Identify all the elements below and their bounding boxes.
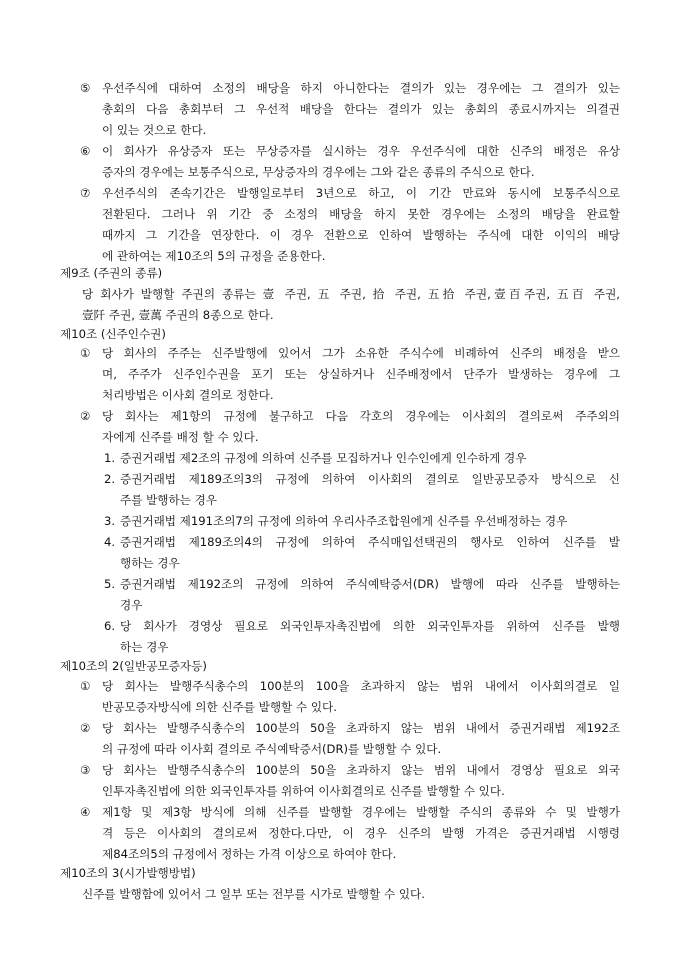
item7-line-2: 전환된다. 그러나 위 기간 중 소정의 배당을 하지 못한 경우에는 소정의 배당을 완료할 xyxy=(102,207,620,221)
case-6-line-2: 하는 경우 xyxy=(120,640,169,654)
item7-line-3: 때까지 그 기간을 연장한다. 이 경우 전환으로 인하여 발행하는 주식에 대한 이익의 배당 xyxy=(102,228,620,242)
case-2-line-1: 증권거래법 제189조의3의 규정에 의하여 이사회의 결의로 일반공모증자 방식으로 신 xyxy=(120,472,620,486)
art10-2-heading: 제10조의 2(일반공모증자등) xyxy=(60,659,207,673)
art9-heading: 제9조 (주권의 종류) xyxy=(60,266,163,280)
case-2-line-2: 주를 발행하는 경우 xyxy=(120,493,217,507)
art10-2-item4-line-2: 격 등은 이사회의 결의로써 정한다.다만, 이 경우 신주의 발행 가격은 증권거래법 시행령 xyxy=(102,826,620,840)
case-5-line-1: 증권거래법 제192조의 규정에 의하여 주식예탁증서(DR) 발행에 따라 신주를 발행하는 xyxy=(120,577,620,591)
item5-line-2: 총회의 다음 총회부터 그 우선적 배당을 한다는 결의가 있는 총회의 종료시까지는 의결권 xyxy=(102,102,620,116)
art10-2-item1-line-1: 당 회사는 발행주식총수의 100분의 100을 초과하지 않는 범위 내에서 이사회의결로 일 xyxy=(102,679,620,693)
item7-marker: ⑦ xyxy=(80,186,91,200)
art10-2-item1-line-2: 반공모증자방식에 의한 신주를 발행할 수 있다. xyxy=(102,700,337,714)
art10-2-item3-line-1: 당 회사는 발행주식총수의 100분의 50을 초과하지 않는 범위 내에서 경영상 필요로 외국 xyxy=(102,763,620,777)
art10-3-heading: 제10조의 3(시가발행방법) xyxy=(60,866,196,880)
art9-line-2: 壹阡 주권, 壹萬 주권의 8종으로 한다. xyxy=(82,308,274,322)
art9-line-1: 당 회사가 발행할 주권의 종류는 壹 주권, 五 주권, 拾 주권, 五拾 주권,壹百주권, 五百 주권, xyxy=(82,287,620,301)
item5-line-1: 우선주식에 대하여 소정의 배당을 하지 아니한다는 결의가 있는 경우에는 그 결의가 있는 xyxy=(102,81,620,95)
art10-item2-line-1: 당 회사는 제1항의 규정에 불구하고 다음 각호의 경우에는 이사회의 결의로써 주주외의 xyxy=(102,409,620,423)
case-4-line-2: 행하는 경우 xyxy=(120,556,180,570)
art10-item1-line-2: 며, 주주가 신주인수권을 포기 또는 상실하거나 신주배정에서 단주가 발생하는 경우에 그 xyxy=(102,367,620,381)
art10-2-item1-marker: ① xyxy=(80,679,91,693)
item7-line-1: 우선주식의 존속기간은 발행일로부터 3년으로 하고, 이 기간 만료와 동시에 보통주식으로 xyxy=(102,186,620,200)
art10-2-item2-line-2: 의 규정에 따라 이사회 결의로 주식예탁증서(DR)를 발행할 수 있다. xyxy=(102,742,442,756)
art10-2-item3-line-2: 인투자촉진법에 의한 외국인투자를 위하여 이사회결의로 신주를 발행할 수 있다. xyxy=(102,784,505,798)
art10-2-item2-line-1: 당 회사는 발행주식총수의 100분의 50을 초과하지 않는 범위 내에서 증권거래법 제192조 xyxy=(102,721,620,735)
item7-line-4: 에 관하여는 제10조의 5의 규정을 준용한다. xyxy=(102,249,326,263)
case-4-num: 4. xyxy=(104,535,116,549)
art10-3-line: 신주를 발행함에 있어서 그 일부 또는 전부를 시가로 발행할 수 있다. xyxy=(82,887,425,901)
case-5-num: 5. xyxy=(104,577,116,591)
art10-2-item4-line-3: 제84조의5의 규정에서 정하는 가격 이상으로 하여야 한다. xyxy=(102,847,397,861)
art10-item2-line-2: 자에게 신주를 배정 할 수 있다. xyxy=(102,430,259,444)
case-1-num: 1. xyxy=(104,451,116,465)
art10-2-item2-marker: ② xyxy=(80,721,91,735)
art10-item2-marker: ② xyxy=(80,409,91,423)
art10-2-item3-marker: ③ xyxy=(80,763,91,777)
case-5-line-2: 경우 xyxy=(120,598,143,612)
case-3-num: 3. xyxy=(104,514,116,528)
item6-line-1: 이 회사가 유상증자 또는 무상증자를 실시하는 경우 우선주식에 대한 신주의 배정은 유상 xyxy=(102,144,620,158)
art10-item1-marker: ① xyxy=(80,346,91,360)
art10-item1-line-3: 처리방법은 이사회 결의로 정한다. xyxy=(102,388,274,402)
item5-marker: ⑤ xyxy=(80,81,91,95)
art10-heading: 제10조 (신주인수권) xyxy=(60,327,166,341)
case-4-line-1: 증권거래법 제189조의4의 규정에 의하여 주식매입선택권의 행사로 인하여 신주를 발 xyxy=(120,535,620,549)
case-6-num: 6. xyxy=(104,619,116,633)
art10-2-item4-line-1: 제1항 및 제3항 방식에 의해 신주를 발행할 경우에는 발행할 주식의 종류와 수 및 발행가 xyxy=(102,805,620,819)
case-6-line-1: 당 회사가 경영상 필요로 외국인투자촉진법에 의한 외국인투자를 위하여 신주를 발행 xyxy=(120,619,620,633)
item6-marker: ⑥ xyxy=(80,144,91,158)
case-2-num: 2. xyxy=(104,472,116,486)
case-1-line-1: 증권거래법 제2조의 규정에 의하여 신주를 모집하거나 인수인에게 인수하게 경우 xyxy=(120,451,527,465)
item6-line-2: 증자의 경우에는 보통주식으로, 무상증자의 경우에는 그와 같은 종류의 주식으로 한다. xyxy=(102,165,535,179)
item5-line-3: 이 있는 것으로 한다. xyxy=(102,123,207,137)
art10-2-item4-marker: ④ xyxy=(80,805,91,819)
case-3-line-1: 증권거래법 제191조의7의 규정에 의하여 우리사주조합원에게 신주를 우선배정하는 경우 xyxy=(120,514,568,528)
art10-item1-line-1: 당 회사의 주주는 신주발행에 있어서 그가 소유한 주식수에 비례하여 신주의 배정을 받으 xyxy=(102,346,620,360)
